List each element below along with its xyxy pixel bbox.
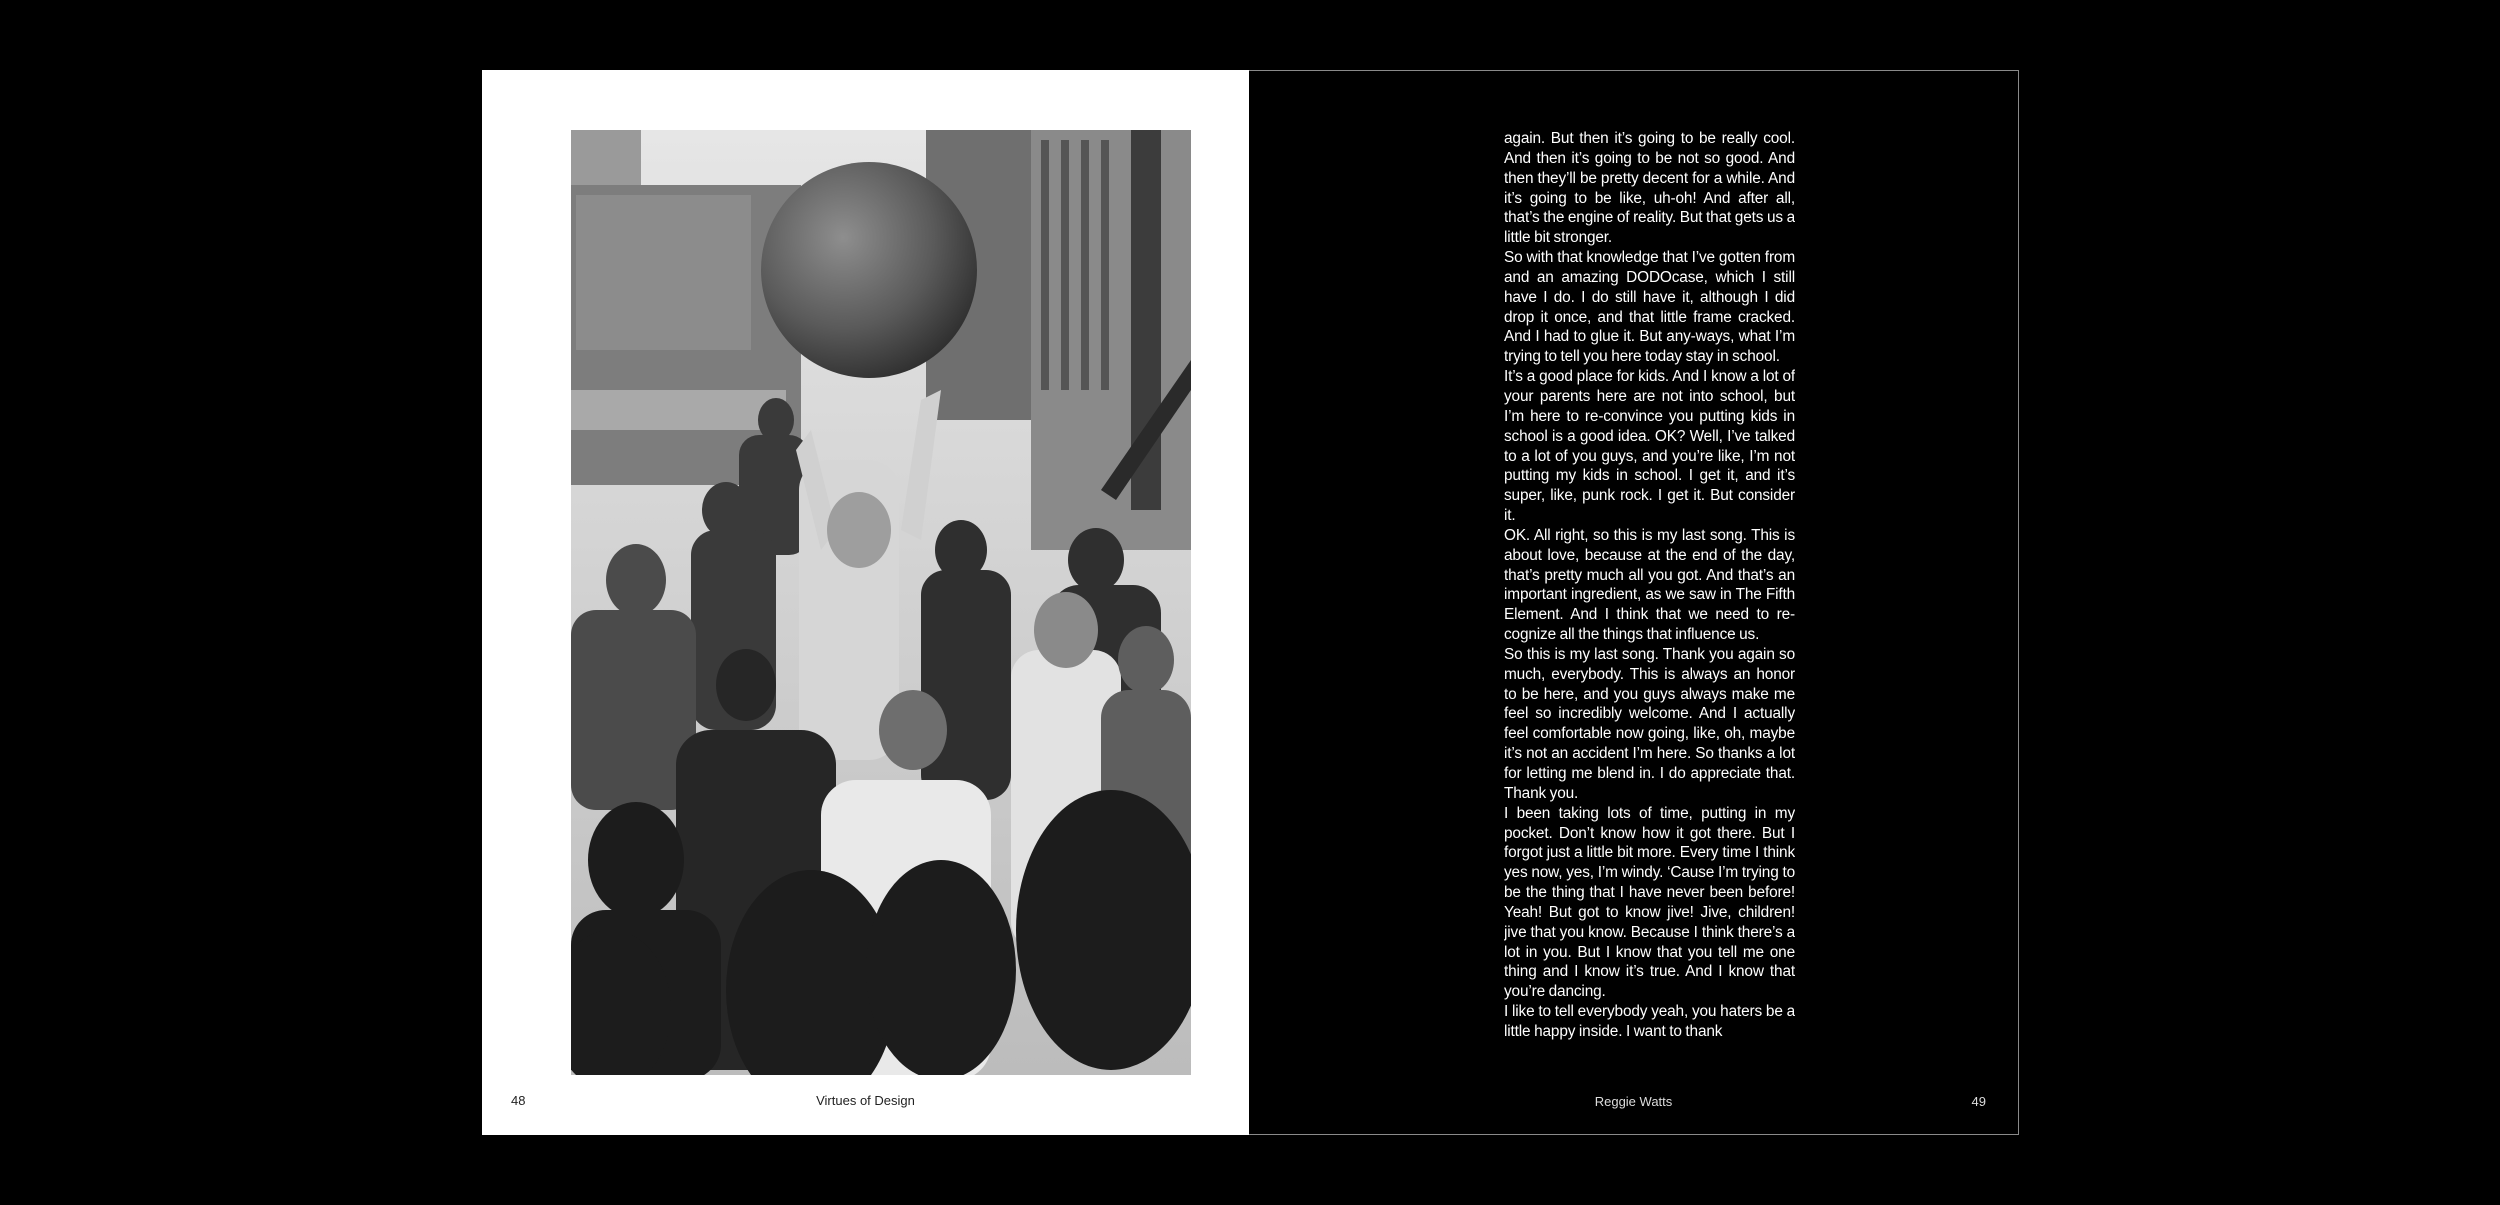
paragraph: I been taking lots of time, putting in my pocket. Don’t know how it got there. But I forgot just a little bit more. Every time I think yes now, yes, I’m windy. ‘Cause I’m trying to be the thing that I have never been before! Yeah! But got to know jive! Jive, children! jive that you know. Because I think there’s a lot in you. But I know that you tell me one thing and I know it’s true. And I know that you’re dancing.	[1504, 804, 1795, 1001]
page-number-left: 48	[511, 1093, 526, 1108]
crowd-photo-icon	[571, 130, 1191, 1075]
paragraph: OK. All right, so this is my last song. This is about love, because at the end of the day, that’s pretty much all you got. And that’s an important ingredient, as we saw in The Fifth Element. And I think that we need to re-cognize all the things that influence us.	[1504, 526, 1795, 644]
left-page	[482, 70, 1249, 1135]
crowd-photo	[571, 130, 1191, 1075]
paragraph: It’s a good place for kids. And I know a lot of your parents here are not into school, but I’m here to re-convince you putting kids in school is a good idea. OK? Well, I’ve talked to a lot of you guys, and you’re like, I’m not putting my kids in school. I get it, and it’s super, like, punk rock. I get it. But consider it.	[1504, 368, 1795, 525]
running-title-right: Reggie Watts	[1594, 1094, 1673, 1109]
article-text	[1504, 129, 1795, 1077]
paragraph: So this is my last song. Thank you again so much, everybody. This is always an honor to be here, and you guys always make me feel so incredibly welcome. And I actually feel comfortable now going, like, oh, maybe it’s not an accident I’m here. So thanks a lot for letting me blend in. I do appreciate that. Thank you.	[1504, 645, 1795, 802]
right-page	[1249, 70, 2019, 1135]
page-number-right: 49	[1971, 1094, 1986, 1109]
book-spread	[482, 70, 2020, 1135]
running-title-left: Virtues of Design	[816, 1093, 915, 1108]
paragraph: I like to tell everybody yeah, you haters be a little happy inside. I want to thank	[1504, 1003, 1795, 1040]
paragraph: So with that knowledge that I’ve gotten from and an amazing DODOcase, which I still have I do. I do still have it, although I did drop it once, and that little frame cracked. And I had to glue it. But any-ways, what I’m trying to tell you here today stay in school.	[1504, 249, 1795, 366]
paragraph: again. But then it’s going to be really cool. And then it’s going to be not so good. And then they’ll be pretty decent for a while. And it’s going to be like, uh-oh! And after all, that’s the engine of reality. But that gets us a little bit stronger.	[1504, 130, 1795, 247]
